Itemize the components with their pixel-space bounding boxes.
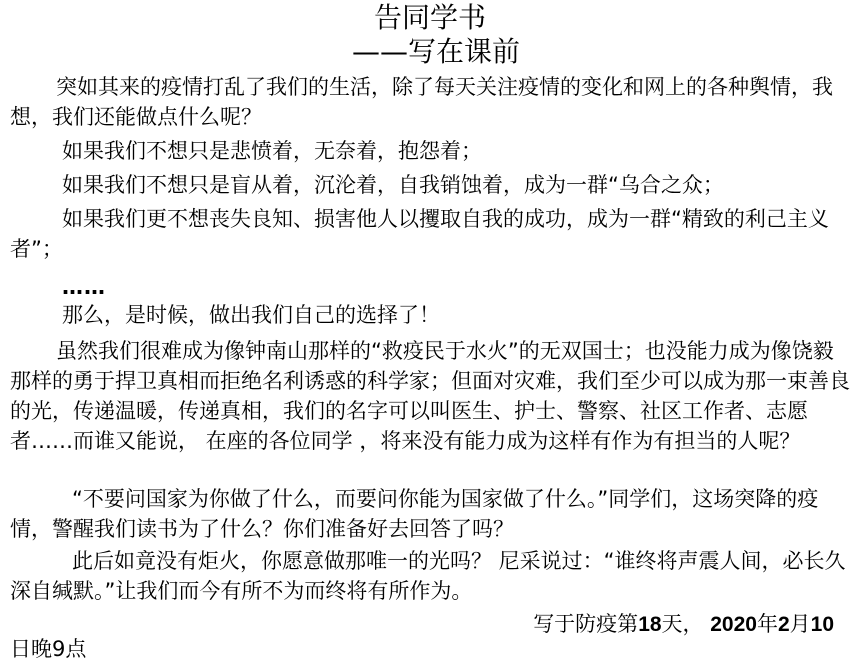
document-title: 告同学书 <box>373 1 486 34</box>
paragraph-choice: 那么，是时候，做出我们自己的选择了！ <box>62 303 440 327</box>
signature-continuation: 日晚9点 <box>10 637 87 661</box>
ellipsis-line: …… <box>62 275 106 299</box>
signature-line <box>533 609 834 640</box>
signature-month-unit: 月 <box>789 612 811 636</box>
paragraph-heroes: 虽然我们很难成为像钟南山那样的“救疫民于水火”的无双国士；也没能力成为像饶毅那样的勇于捍卫真相而拒绝名利诱惑的科学家；但面对灾难，我们至少可以成为那一束善良的光，传递温暖，传递真相，我们的名字可以叫医生、护士、警察、社区工作者、志愿者……而谁又能说， 在座的各位同学 ，将来没有能力成为这样有作为有担当的人呢？ <box>10 339 850 453</box>
paragraph-if-3: 如果我们更不想丧失良知、损害他人以攫取自我的成功，成为一群“精致的利己主义者”； <box>10 207 829 261</box>
signature-month: 2 <box>777 613 790 636</box>
paragraph-quote: “不要问国家为你做了什么，而要问你能为国家做了什么。”同学们，这场突降的疫情，警醒我们读书为了什么？你们准备好去回答了吗？ <box>10 487 819 541</box>
paragraph-if-2: 如果我们不想只是盲从着，沉沦着，自我销蚀着，成为一群“乌合之众； <box>62 173 724 197</box>
signature-middle: 天， <box>661 612 704 636</box>
paragraph-intro: 突如其来的疫情打乱了我们的生活，除了每天关注疫情的变化和网上的各种舆情，我想，我们还能做点什么呢？ <box>10 75 833 129</box>
signature-prefix: 写于防疫第 <box>533 612 639 636</box>
paragraph-light: 此后如竟没有炬火，你愿意做那唯一的光吗？ 尼采说过：“谁终将声震人间，必长久深自缄默。”让我们而今有所不为而终将有所作为。 <box>10 549 846 603</box>
paragraph-if-1: 如果我们不想只是悲愤着，无奈着，抱怨着； <box>62 139 482 163</box>
document-subtitle: ——写在课前 <box>352 35 521 68</box>
signature-year: 2020 <box>710 613 757 636</box>
signature-year-unit: 年 <box>756 612 778 636</box>
signature-date: 10 <box>810 613 834 636</box>
signature-day: 18 <box>638 613 662 636</box>
